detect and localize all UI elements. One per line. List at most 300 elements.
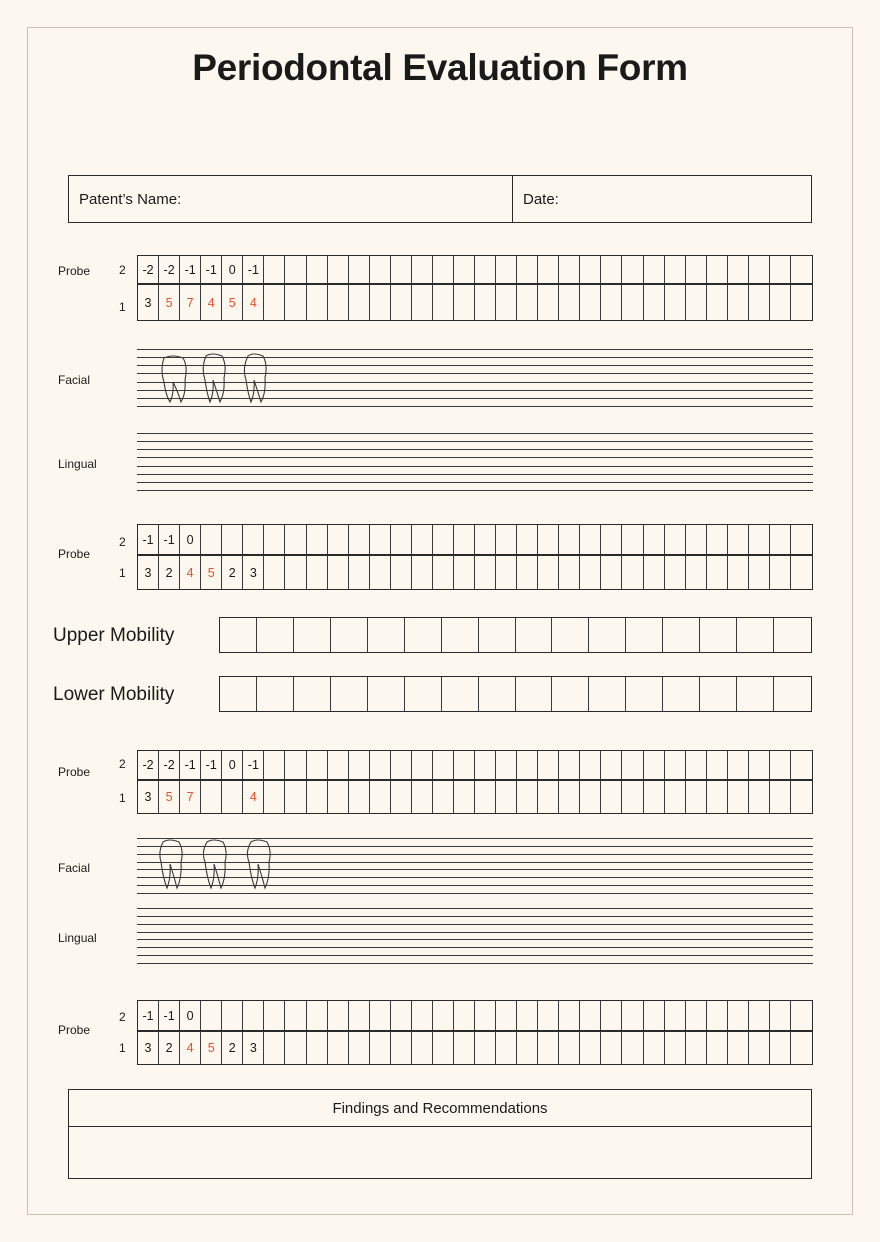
probe-upper-top-row2-cell[interactable] [749, 256, 770, 283]
probe-lower-top-row2-cell[interactable] [770, 751, 791, 779]
probe-lower-top-row2-cell[interactable] [644, 751, 665, 779]
probe-upper-top-row1-cell[interactable] [707, 285, 728, 320]
lower-mobility-cell[interactable] [220, 677, 257, 711]
probe-lower-bottom-row2-cell[interactable] [496, 1001, 517, 1030]
probe-upper-top-row1-cell[interactable] [644, 285, 665, 320]
probe-upper-bottom-row2-cell[interactable]: -1 [159, 525, 180, 554]
probe-grid-lower-bottom-row1[interactable] [137, 1031, 813, 1065]
probe-lower-top-row1-cell[interactable] [285, 781, 306, 813]
probe-upper-bottom-row1-cell[interactable] [349, 556, 370, 589]
probe-upper-top-row2-cell[interactable] [665, 256, 686, 283]
lower-mobility-cell[interactable] [700, 677, 737, 711]
probe-upper-top-row2-cell[interactable] [601, 256, 622, 283]
probe-lower-top-row1-cell[interactable] [559, 781, 580, 813]
probe-lower-top-row1-cell[interactable] [370, 781, 391, 813]
probe-lower-top-row2-cell[interactable] [475, 751, 496, 779]
probe-upper-top-row1-cell[interactable]: 3 [138, 285, 159, 320]
probe-upper-top-row2-cell[interactable] [791, 256, 812, 283]
lower-mobility-cell[interactable] [737, 677, 774, 711]
probe-upper-top-row1-cell[interactable] [728, 285, 749, 320]
probe-grid-upper-top-row1[interactable] [137, 284, 813, 321]
probe-upper-top-row2-cell[interactable] [644, 256, 665, 283]
probe-grid-upper-bottom-row1[interactable] [137, 555, 813, 590]
probe-upper-bottom-row1-cell[interactable]: 4 [180, 556, 201, 589]
probe-upper-bottom-row2-cell[interactable] [580, 525, 601, 554]
probe-lower-bottom-row1-cell[interactable]: 3 [243, 1032, 264, 1064]
probe-lower-top-row1-cell[interactable] [644, 781, 665, 813]
probe-lower-top-row1-cell[interactable] [391, 781, 412, 813]
probe-upper-bottom-row2-cell[interactable] [538, 525, 559, 554]
probe-upper-bottom-row2-cell[interactable] [791, 525, 812, 554]
probe-lower-bottom-row1-cell[interactable]: 2 [159, 1032, 180, 1064]
probe-upper-top-row1-cell[interactable] [454, 285, 475, 320]
probe-lower-top-row1-cell[interactable] [665, 781, 686, 813]
probe-upper-top-row1-cell[interactable]: 4 [201, 285, 222, 320]
probe-lower-top-row1-cell[interactable] [728, 781, 749, 813]
probe-upper-bottom-row2-cell[interactable]: -1 [138, 525, 159, 554]
probe-lower-top-row2-cell[interactable] [538, 751, 559, 779]
probe-lower-top-row1-cell[interactable] [201, 781, 222, 813]
probe-upper-top-row2-cell[interactable] [328, 256, 349, 283]
probe-upper-bottom-row1-cell[interactable] [770, 556, 791, 589]
probe-lower-bottom-row1-cell[interactable] [728, 1032, 749, 1064]
probe-upper-bottom-row2-cell[interactable] [601, 525, 622, 554]
probe-lower-bottom-row2-cell[interactable] [622, 1001, 643, 1030]
probe-upper-bottom-row1-cell[interactable]: 5 [201, 556, 222, 589]
probe-lower-bottom-row2-cell[interactable] [517, 1001, 538, 1030]
probe-upper-top-row2-cell[interactable] [686, 256, 707, 283]
upper-mobility-cell[interactable] [700, 618, 737, 652]
probe-upper-bottom-row1-cell[interactable] [707, 556, 728, 589]
probe-lower-bottom-row1-cell[interactable] [580, 1032, 601, 1064]
upper-mobility-cell[interactable] [516, 618, 553, 652]
probe-upper-bottom-row1-cell[interactable] [412, 556, 433, 589]
date-field[interactable] [513, 176, 811, 222]
probe-upper-top-row2-cell[interactable]: -2 [138, 256, 159, 283]
probe-lower-top-row2-cell[interactable] [622, 751, 643, 779]
probe-lower-top-row1-cell[interactable] [686, 781, 707, 813]
probe-upper-bottom-row1-cell[interactable] [328, 556, 349, 589]
probe-upper-bottom-row2-cell[interactable] [433, 525, 454, 554]
lower-mobility-cell[interactable] [663, 677, 700, 711]
probe-upper-bottom-row1-cell[interactable]: 3 [138, 556, 159, 589]
lower-mobility-cell[interactable] [589, 677, 626, 711]
probe-upper-top-row1-cell[interactable] [749, 285, 770, 320]
probe-upper-top-row1-cell[interactable] [475, 285, 496, 320]
probe-lower-top-row1-cell[interactable] [496, 781, 517, 813]
probe-lower-top-row1-cell[interactable] [770, 781, 791, 813]
probe-lower-top-row1-cell[interactable] [307, 781, 328, 813]
probe-upper-bottom-row1-cell[interactable] [454, 556, 475, 589]
probe-lower-bottom-row1-cell[interactable] [622, 1032, 643, 1064]
probe-upper-top-row2-cell[interactable] [412, 256, 433, 283]
probe-upper-bottom-row1-cell[interactable] [475, 556, 496, 589]
probe-lower-bottom-row1-cell[interactable] [454, 1032, 475, 1064]
probe-upper-top-row1-cell[interactable] [538, 285, 559, 320]
upper-mobility-cell[interactable] [405, 618, 442, 652]
probe-upper-bottom-row1-cell[interactable] [559, 556, 580, 589]
probe-lower-top-row1-cell[interactable] [791, 781, 812, 813]
probe-upper-bottom-row2-cell[interactable] [686, 525, 707, 554]
upper-mobility-cell[interactable] [552, 618, 589, 652]
probe-lower-bottom-row1-cell[interactable] [433, 1032, 454, 1064]
probe-lower-top-row1-cell[interactable] [222, 781, 243, 813]
probe-lower-bottom-row2-cell[interactable]: 0 [180, 1001, 201, 1030]
probe-upper-bottom-row1-cell[interactable] [601, 556, 622, 589]
probe-upper-bottom-row1-cell[interactable] [517, 556, 538, 589]
probe-upper-top-row2-cell[interactable] [728, 256, 749, 283]
probe-lower-bottom-row2-cell[interactable] [665, 1001, 686, 1030]
probe-lower-bottom-row1-cell[interactable] [349, 1032, 370, 1064]
probe-upper-top-row2-cell[interactable] [559, 256, 580, 283]
probe-lower-bottom-row1-cell[interactable] [307, 1032, 328, 1064]
probe-lower-bottom-row2-cell[interactable] [412, 1001, 433, 1030]
probe-lower-bottom-row2-cell[interactable] [559, 1001, 580, 1030]
patient-name-field[interactable] [69, 176, 513, 222]
upper-mobility-cell[interactable] [626, 618, 663, 652]
probe-lower-top-row2-cell[interactable] [517, 751, 538, 779]
probe-lower-bottom-row1-cell[interactable] [601, 1032, 622, 1064]
probe-upper-top-row2-cell[interactable]: -1 [201, 256, 222, 283]
probe-lower-bottom-row2-cell[interactable] [538, 1001, 559, 1030]
probe-upper-top-row1-cell[interactable] [559, 285, 580, 320]
upper-mobility-cell[interactable] [294, 618, 331, 652]
probe-lower-top-row2-cell[interactable] [391, 751, 412, 779]
probe-lower-bottom-row2-cell[interactable] [349, 1001, 370, 1030]
probe-upper-top-row2-cell[interactable] [538, 256, 559, 283]
probe-lower-bottom-row2-cell[interactable] [264, 1001, 285, 1030]
probe-lower-top-row1-cell[interactable]: 3 [138, 781, 159, 813]
probe-lower-bottom-row1-cell[interactable] [391, 1032, 412, 1064]
probe-lower-top-row1-cell[interactable]: 5 [159, 781, 180, 813]
probe-upper-top-row2-cell[interactable] [496, 256, 517, 283]
probe-upper-bottom-row1-cell[interactable] [728, 556, 749, 589]
probe-lower-bottom-row2-cell[interactable] [370, 1001, 391, 1030]
probe-lower-bottom-row1-cell[interactable] [328, 1032, 349, 1064]
probe-lower-bottom-row2-cell[interactable] [728, 1001, 749, 1030]
probe-lower-top-row2-cell[interactable] [749, 751, 770, 779]
probe-lower-top-row1-cell[interactable] [412, 781, 433, 813]
lower-mobility-cell[interactable] [331, 677, 368, 711]
probe-upper-top-row1-cell[interactable] [307, 285, 328, 320]
probe-upper-top-row2-cell[interactable] [517, 256, 538, 283]
probe-lower-top-row2-cell[interactable] [264, 751, 285, 779]
probe-lower-bottom-row1-cell[interactable] [707, 1032, 728, 1064]
probe-upper-top-row1-cell[interactable] [622, 285, 643, 320]
probe-upper-top-row1-cell[interactable] [770, 285, 791, 320]
upper-mobility-cell[interactable] [589, 618, 626, 652]
probe-lower-top-row2-cell[interactable] [328, 751, 349, 779]
probe-lower-top-row2-cell[interactable] [412, 751, 433, 779]
probe-upper-top-row2-cell[interactable] [370, 256, 391, 283]
probe-grid-upper-bottom-row2[interactable] [137, 524, 813, 555]
probe-upper-top-row2-cell[interactable] [454, 256, 475, 283]
probe-grid-lower-bottom-row2[interactable] [137, 1000, 813, 1031]
probe-upper-top-row1-cell[interactable]: 5 [222, 285, 243, 320]
probe-lower-top-row2-cell[interactable]: -1 [180, 751, 201, 779]
probe-upper-bottom-row2-cell[interactable] [749, 525, 770, 554]
probe-lower-bottom-row1-cell[interactable] [686, 1032, 707, 1064]
probe-upper-bottom-row2-cell[interactable] [707, 525, 728, 554]
probe-lower-top-row2-cell[interactable] [601, 751, 622, 779]
probe-lower-bottom-row2-cell[interactable] [686, 1001, 707, 1030]
probe-upper-top-row1-cell[interactable] [517, 285, 538, 320]
probe-lower-top-row1-cell[interactable] [349, 781, 370, 813]
probe-upper-top-row1-cell[interactable] [264, 285, 285, 320]
probe-upper-bottom-row2-cell[interactable] [264, 525, 285, 554]
probe-lower-bottom-row1-cell[interactable]: 3 [138, 1032, 159, 1064]
probe-upper-bottom-row1-cell[interactable] [580, 556, 601, 589]
probe-upper-bottom-row1-cell[interactable] [285, 556, 306, 589]
probe-lower-bottom-row2-cell[interactable] [307, 1001, 328, 1030]
probe-upper-bottom-row1-cell[interactable] [665, 556, 686, 589]
probe-upper-bottom-row1-cell[interactable]: 3 [243, 556, 264, 589]
probe-lower-bottom-row2-cell[interactable] [243, 1001, 264, 1030]
probe-lower-bottom-row2-cell[interactable] [601, 1001, 622, 1030]
probe-upper-top-row2-cell[interactable]: -2 [159, 256, 180, 283]
probe-upper-bottom-row1-cell[interactable] [644, 556, 665, 589]
probe-lower-bottom-row1-cell[interactable] [517, 1032, 538, 1064]
probe-upper-top-row1-cell[interactable] [349, 285, 370, 320]
probe-lower-top-row2-cell[interactable] [433, 751, 454, 779]
probe-lower-top-row1-cell[interactable] [707, 781, 728, 813]
upper-mobility-cell[interactable] [774, 618, 811, 652]
probe-lower-bottom-row2-cell[interactable] [285, 1001, 306, 1030]
probe-lower-top-row2-cell[interactable] [665, 751, 686, 779]
probe-lower-bottom-row1-cell[interactable] [496, 1032, 517, 1064]
probe-upper-top-row1-cell[interactable] [285, 285, 306, 320]
probe-lower-bottom-row2-cell[interactable] [201, 1001, 222, 1030]
upper-mobility-cell[interactable] [331, 618, 368, 652]
lower-mobility-cell[interactable] [368, 677, 405, 711]
probe-upper-bottom-row1-cell[interactable] [749, 556, 770, 589]
probe-upper-bottom-row2-cell[interactable] [496, 525, 517, 554]
probe-lower-top-row2-cell[interactable] [707, 751, 728, 779]
probe-upper-top-row1-cell[interactable] [791, 285, 812, 320]
probe-lower-top-row2-cell[interactable] [559, 751, 580, 779]
probe-upper-top-row1-cell[interactable]: 5 [159, 285, 180, 320]
probe-upper-top-row1-cell[interactable] [391, 285, 412, 320]
probe-upper-top-row2-cell[interactable] [264, 256, 285, 283]
probe-lower-top-row1-cell[interactable] [433, 781, 454, 813]
lingual-chart-lower[interactable] [137, 908, 813, 964]
probe-upper-bottom-row1-cell[interactable] [264, 556, 285, 589]
probe-lower-bottom-row2-cell[interactable] [707, 1001, 728, 1030]
probe-lower-bottom-row1-cell[interactable] [538, 1032, 559, 1064]
probe-lower-top-row1-cell[interactable] [749, 781, 770, 813]
probe-lower-top-row2-cell[interactable] [728, 751, 749, 779]
lower-mobility-grid[interactable] [219, 676, 812, 712]
probe-upper-top-row2-cell[interactable] [391, 256, 412, 283]
probe-lower-top-row2-cell[interactable] [454, 751, 475, 779]
probe-lower-top-row2-cell[interactable] [791, 751, 812, 779]
probe-upper-bottom-row1-cell[interactable]: 2 [222, 556, 243, 589]
probe-upper-bottom-row2-cell[interactable] [391, 525, 412, 554]
probe-upper-bottom-row2-cell[interactable] [307, 525, 328, 554]
probe-upper-bottom-row2-cell[interactable] [222, 525, 243, 554]
upper-mobility-cell[interactable] [257, 618, 294, 652]
probe-lower-top-row2-cell[interactable] [580, 751, 601, 779]
lower-mobility-cell[interactable] [516, 677, 553, 711]
probe-upper-bottom-row1-cell[interactable] [622, 556, 643, 589]
probe-lower-bottom-row2-cell[interactable] [475, 1001, 496, 1030]
probe-lower-bottom-row2-cell[interactable] [791, 1001, 812, 1030]
lower-mobility-cell[interactable] [257, 677, 294, 711]
probe-lower-bottom-row1-cell[interactable]: 2 [222, 1032, 243, 1064]
probe-upper-bottom-row2-cell[interactable] [201, 525, 222, 554]
probe-upper-top-row1-cell[interactable] [433, 285, 454, 320]
probe-lower-bottom-row2-cell[interactable] [328, 1001, 349, 1030]
probe-upper-top-row2-cell[interactable] [285, 256, 306, 283]
probe-grid-upper-top-row2[interactable] [137, 255, 813, 284]
probe-lower-top-row2-cell[interactable] [686, 751, 707, 779]
probe-lower-bottom-row2-cell[interactable] [454, 1001, 475, 1030]
probe-upper-bottom-row2-cell[interactable] [328, 525, 349, 554]
probe-lower-bottom-row1-cell[interactable] [791, 1032, 812, 1064]
probe-lower-top-row2-cell[interactable]: -1 [243, 751, 264, 779]
probe-upper-bottom-row2-cell[interactable] [370, 525, 391, 554]
probe-lower-bottom-row1-cell[interactable] [770, 1032, 791, 1064]
probe-lower-bottom-row2-cell[interactable] [770, 1001, 791, 1030]
probe-lower-bottom-row1-cell[interactable] [412, 1032, 433, 1064]
probe-upper-bottom-row2-cell[interactable] [285, 525, 306, 554]
probe-lower-top-row2-cell[interactable] [349, 751, 370, 779]
probe-lower-top-row2-cell[interactable]: -2 [138, 751, 159, 779]
probe-upper-top-row2-cell[interactable] [433, 256, 454, 283]
probe-upper-bottom-row1-cell[interactable] [538, 556, 559, 589]
probe-upper-bottom-row1-cell[interactable] [433, 556, 454, 589]
probe-upper-bottom-row2-cell[interactable] [475, 525, 496, 554]
probe-lower-bottom-row1-cell[interactable]: 5 [201, 1032, 222, 1064]
probe-lower-bottom-row1-cell[interactable] [370, 1032, 391, 1064]
probe-lower-bottom-row1-cell[interactable] [285, 1032, 306, 1064]
probe-upper-top-row1-cell[interactable] [412, 285, 433, 320]
probe-lower-bottom-row1-cell[interactable] [475, 1032, 496, 1064]
lingual-chart-upper[interactable] [137, 433, 813, 491]
probe-lower-bottom-row1-cell[interactable]: 4 [180, 1032, 201, 1064]
probe-lower-bottom-row2-cell[interactable] [749, 1001, 770, 1030]
probe-upper-bottom-row2-cell[interactable] [644, 525, 665, 554]
probe-lower-bottom-row2-cell[interactable] [433, 1001, 454, 1030]
probe-upper-bottom-row2-cell[interactable] [728, 525, 749, 554]
probe-lower-bottom-row1-cell[interactable] [559, 1032, 580, 1064]
upper-mobility-cell[interactable] [737, 618, 774, 652]
upper-mobility-grid[interactable] [219, 617, 812, 653]
probe-lower-bottom-row2-cell[interactable]: -1 [138, 1001, 159, 1030]
upper-mobility-cell[interactable] [663, 618, 700, 652]
probe-upper-top-row1-cell[interactable] [686, 285, 707, 320]
probe-lower-bottom-row2-cell[interactable] [644, 1001, 665, 1030]
probe-lower-top-row2-cell[interactable]: -2 [159, 751, 180, 779]
probe-lower-bottom-row1-cell[interactable] [749, 1032, 770, 1064]
probe-lower-top-row2-cell[interactable]: -1 [201, 751, 222, 779]
lower-mobility-cell[interactable] [479, 677, 516, 711]
lower-mobility-cell[interactable] [442, 677, 479, 711]
probe-lower-bottom-row2-cell[interactable]: -1 [159, 1001, 180, 1030]
probe-upper-bottom-row2-cell[interactable] [622, 525, 643, 554]
probe-upper-bottom-row1-cell[interactable] [307, 556, 328, 589]
lower-mobility-cell[interactable] [774, 677, 811, 711]
probe-upper-bottom-row2-cell[interactable] [454, 525, 475, 554]
probe-lower-top-row1-cell[interactable]: 7 [180, 781, 201, 813]
probe-upper-top-row2-cell[interactable]: -1 [243, 256, 264, 283]
probe-upper-top-row1-cell[interactable] [370, 285, 391, 320]
probe-lower-top-row2-cell[interactable] [496, 751, 517, 779]
probe-upper-bottom-row2-cell[interactable] [559, 525, 580, 554]
probe-upper-top-row2-cell[interactable]: 0 [222, 256, 243, 283]
lower-mobility-cell[interactable] [405, 677, 442, 711]
probe-upper-top-row2-cell[interactable] [622, 256, 643, 283]
findings-input[interactable] [69, 1127, 811, 1180]
probe-upper-bottom-row2-cell[interactable] [243, 525, 264, 554]
probe-upper-bottom-row1-cell[interactable] [370, 556, 391, 589]
probe-lower-top-row1-cell[interactable] [328, 781, 349, 813]
probe-upper-top-row1-cell[interactable] [665, 285, 686, 320]
probe-lower-top-row1-cell[interactable] [601, 781, 622, 813]
probe-lower-top-row1-cell[interactable] [580, 781, 601, 813]
probe-lower-top-row1-cell[interactable] [622, 781, 643, 813]
upper-mobility-cell[interactable] [368, 618, 405, 652]
probe-upper-top-row2-cell[interactable] [580, 256, 601, 283]
probe-upper-bottom-row1-cell[interactable] [791, 556, 812, 589]
upper-mobility-cell[interactable] [220, 618, 257, 652]
probe-upper-top-row1-cell[interactable]: 7 [180, 285, 201, 320]
probe-grid-lower-top-row1[interactable] [137, 780, 813, 814]
probe-upper-bottom-row2-cell[interactable]: 0 [180, 525, 201, 554]
probe-upper-bottom-row2-cell[interactable] [517, 525, 538, 554]
probe-upper-bottom-row2-cell[interactable] [349, 525, 370, 554]
probe-lower-bottom-row1-cell[interactable] [644, 1032, 665, 1064]
probe-lower-top-row1-cell[interactable] [454, 781, 475, 813]
probe-upper-top-row2-cell[interactable]: -1 [180, 256, 201, 283]
probe-upper-top-row1-cell[interactable] [601, 285, 622, 320]
probe-lower-top-row1-cell[interactable]: 4 [243, 781, 264, 813]
lower-mobility-cell[interactable] [552, 677, 589, 711]
probe-upper-bottom-row2-cell[interactable] [412, 525, 433, 554]
probe-upper-top-row2-cell[interactable] [307, 256, 328, 283]
probe-upper-bottom-row2-cell[interactable] [770, 525, 791, 554]
upper-mobility-cell[interactable] [442, 618, 479, 652]
probe-lower-top-row2-cell[interactable] [285, 751, 306, 779]
probe-upper-top-row1-cell[interactable] [328, 285, 349, 320]
probe-lower-bottom-row2-cell[interactable] [222, 1001, 243, 1030]
probe-lower-bottom-row1-cell[interactable] [264, 1032, 285, 1064]
probe-upper-top-row2-cell[interactable] [475, 256, 496, 283]
probe-upper-bottom-row1-cell[interactable] [686, 556, 707, 589]
probe-upper-bottom-row1-cell[interactable]: 2 [159, 556, 180, 589]
probe-upper-top-row1-cell[interactable] [580, 285, 601, 320]
upper-mobility-cell[interactable] [479, 618, 516, 652]
probe-lower-top-row1-cell[interactable] [517, 781, 538, 813]
probe-upper-top-row2-cell[interactable] [707, 256, 728, 283]
lower-mobility-cell[interactable] [626, 677, 663, 711]
probe-upper-bottom-row1-cell[interactable] [391, 556, 412, 589]
probe-lower-top-row2-cell[interactable]: 0 [222, 751, 243, 779]
probe-upper-top-row2-cell[interactable] [770, 256, 791, 283]
probe-lower-bottom-row2-cell[interactable] [391, 1001, 412, 1030]
probe-lower-bottom-row2-cell[interactable] [580, 1001, 601, 1030]
lower-mobility-cell[interactable] [294, 677, 331, 711]
probe-upper-top-row2-cell[interactable] [349, 256, 370, 283]
probe-lower-bottom-row1-cell[interactable] [665, 1032, 686, 1064]
probe-lower-top-row2-cell[interactable] [370, 751, 391, 779]
probe-upper-top-row1-cell[interactable] [496, 285, 517, 320]
probe-upper-bottom-row2-cell[interactable] [665, 525, 686, 554]
probe-lower-top-row1-cell[interactable] [538, 781, 559, 813]
probe-grid-lower-top-row2[interactable] [137, 750, 813, 780]
probe-lower-top-row2-cell[interactable] [307, 751, 328, 779]
probe-lower-top-row1-cell[interactable] [475, 781, 496, 813]
